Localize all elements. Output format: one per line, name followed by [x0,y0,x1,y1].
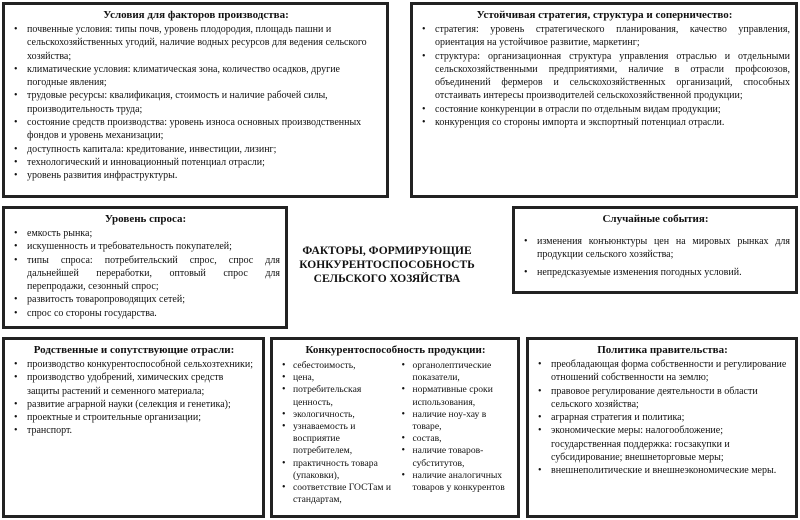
product-competitiveness-title: Конкурентоспособность продукции: [305,344,486,356]
list-item: • состояние средств производства: уровень износа основных производственных фондов и уровень механизации; [11,116,381,143]
government-policy-list [535,358,790,478]
list-item: • практичность товара (упаковки), [279,458,393,482]
list-item: • емкость рынка; [11,227,280,240]
list-item: • структура: организационная структура управления отраслью и отдельными сельскохозяйственными предприятиями, наличие в отрасли профсоюзов, объединений фермеров и сельскохозяйственных организаций, способных отстаивать интересы производителей сельскохозяйственной продукции; [419,50,790,103]
conditions-title: Условия для факторов производства: [103,9,289,21]
list-item: • типы спроса: потребительский спрос, спрос для дальнейшей переработки, оптовый спрос для перепродажи, сезонный спрос; [11,254,280,294]
list-item: • почвенные условия: типы почв, уровень плодородия, площадь пашни и сельскохозяйственных угодий, наличие водных ресурсов для ведения сельского хозяйства; [11,23,381,63]
list-item: • себестоимость, [279,360,393,372]
list-item: • доступность капитала: кредитование, инвестиции, лизинг; [11,143,381,156]
center-title-line1: ФАКТОРЫ, ФОРМИРУЮЩИЕ [302,245,472,257]
list-item: • конкуренция со стороны импорта и экспортный потенциал отрасли. [419,116,790,129]
product-competitiveness-box [270,337,520,518]
list-item: • климатические условия: климатическая зона, количество осадков, другие погодные явления; [11,63,381,90]
related-industries-title: Родственные и сопутствующие отрасли: [33,344,235,356]
list-item: • наличие аналогичных товаров у конкурентов [399,470,513,494]
random-events-list [521,235,790,279]
list-item: • аграрная стратегия и политика; [535,411,790,424]
random-events-box [512,206,798,294]
product-col2-list [399,360,513,506]
list-item: • транспорт. [11,424,257,437]
government-policy-title: Политика правительства: [597,344,728,356]
list-item: • стратегия: уровень стратегического планирования, качество управления, ориентация на устойчивое развитие, маркетинг; [419,23,790,50]
center-title [292,244,482,286]
government-policy-box [526,337,798,518]
list-item: • спрос со стороны государства. [11,307,280,320]
list-item: • цена, [279,372,393,384]
list-item: • органолептические показатели, [399,360,513,384]
center-title-line2: КОНКУРЕНТОСПОСОБНОСТЬ [299,259,475,271]
demand-title: Уровень спроса: [104,213,187,225]
list-item: • нормативные сроки использования, [399,384,513,408]
list-item: • экологичность, [279,409,393,421]
list-item: • проектные и строительные организации; [11,411,257,424]
strategy-list [419,23,790,129]
list-item: • развитие аграрной науки (селекция и генетика); [11,398,257,411]
random-events-title: Случайные события: [602,213,709,225]
list-item: • технологический и инновационный потенциал отрасли; [11,156,381,169]
list-item: • экономические меры: налогообложение; государственная поддержка: госзакупки и субсидирование; внешнеторговые меры; [535,424,790,464]
product-col1-list [279,360,393,506]
demand-box [2,206,288,329]
list-item: • производство конкурентоспособной сельхозтехники; [11,358,257,371]
list-item: • узнаваемость и восприятие потребителем, [279,421,393,458]
list-item: • искушенность и требовательность покупателей; [11,240,280,253]
list-item: • потребительская ценность, [279,384,393,408]
list-item: • наличие товаров-субститутов, [399,445,513,469]
strategy-title: Устойчивая стратегия, структура и соперничество: [476,9,733,21]
center-title-line3: СЕЛЬСКОГО ХОЗЯЙСТВА [313,273,461,285]
demand-list [11,227,280,320]
conditions-list [11,23,381,183]
list-item: • трудовые ресурсы: квалификация, стоимость и наличие рабочей силы, производительность труда; [11,89,381,116]
related-industries-list [11,358,257,438]
list-item: • соответствие ГОСТам и стандартам, [279,482,393,506]
list-item: • правовое регулирование деятельности в области сельского хозяйства; [535,385,790,412]
related-industries-box [2,337,265,518]
list-item: • наличие ноу-хау в товаре, [399,409,513,433]
conditions-box [2,2,389,198]
strategy-box [410,2,798,198]
list-item: • состав, [399,433,513,445]
list-item: • уровень развития инфраструктуры. [11,169,381,182]
list-item: • производство удобрений, химических средств защиты растений и семенного материала; [11,371,257,398]
list-item: • непредсказуемые изменения погодных условий. [521,266,790,279]
list-item: • развитость товаропроводящих сетей; [11,293,280,306]
list-item: • преобладающая форма собственности и регулирование отношений собственности на землю; [535,358,790,385]
list-item: • состояние конкуренции в отрасли по отдельным видам продукции; [419,103,790,116]
list-item: • внешнеполитические и внешнеэкономические меры. [535,464,790,477]
list-item: • изменения конъюнктуры цен на мировых рынках для продукции сельского хозяйства; [521,235,790,262]
